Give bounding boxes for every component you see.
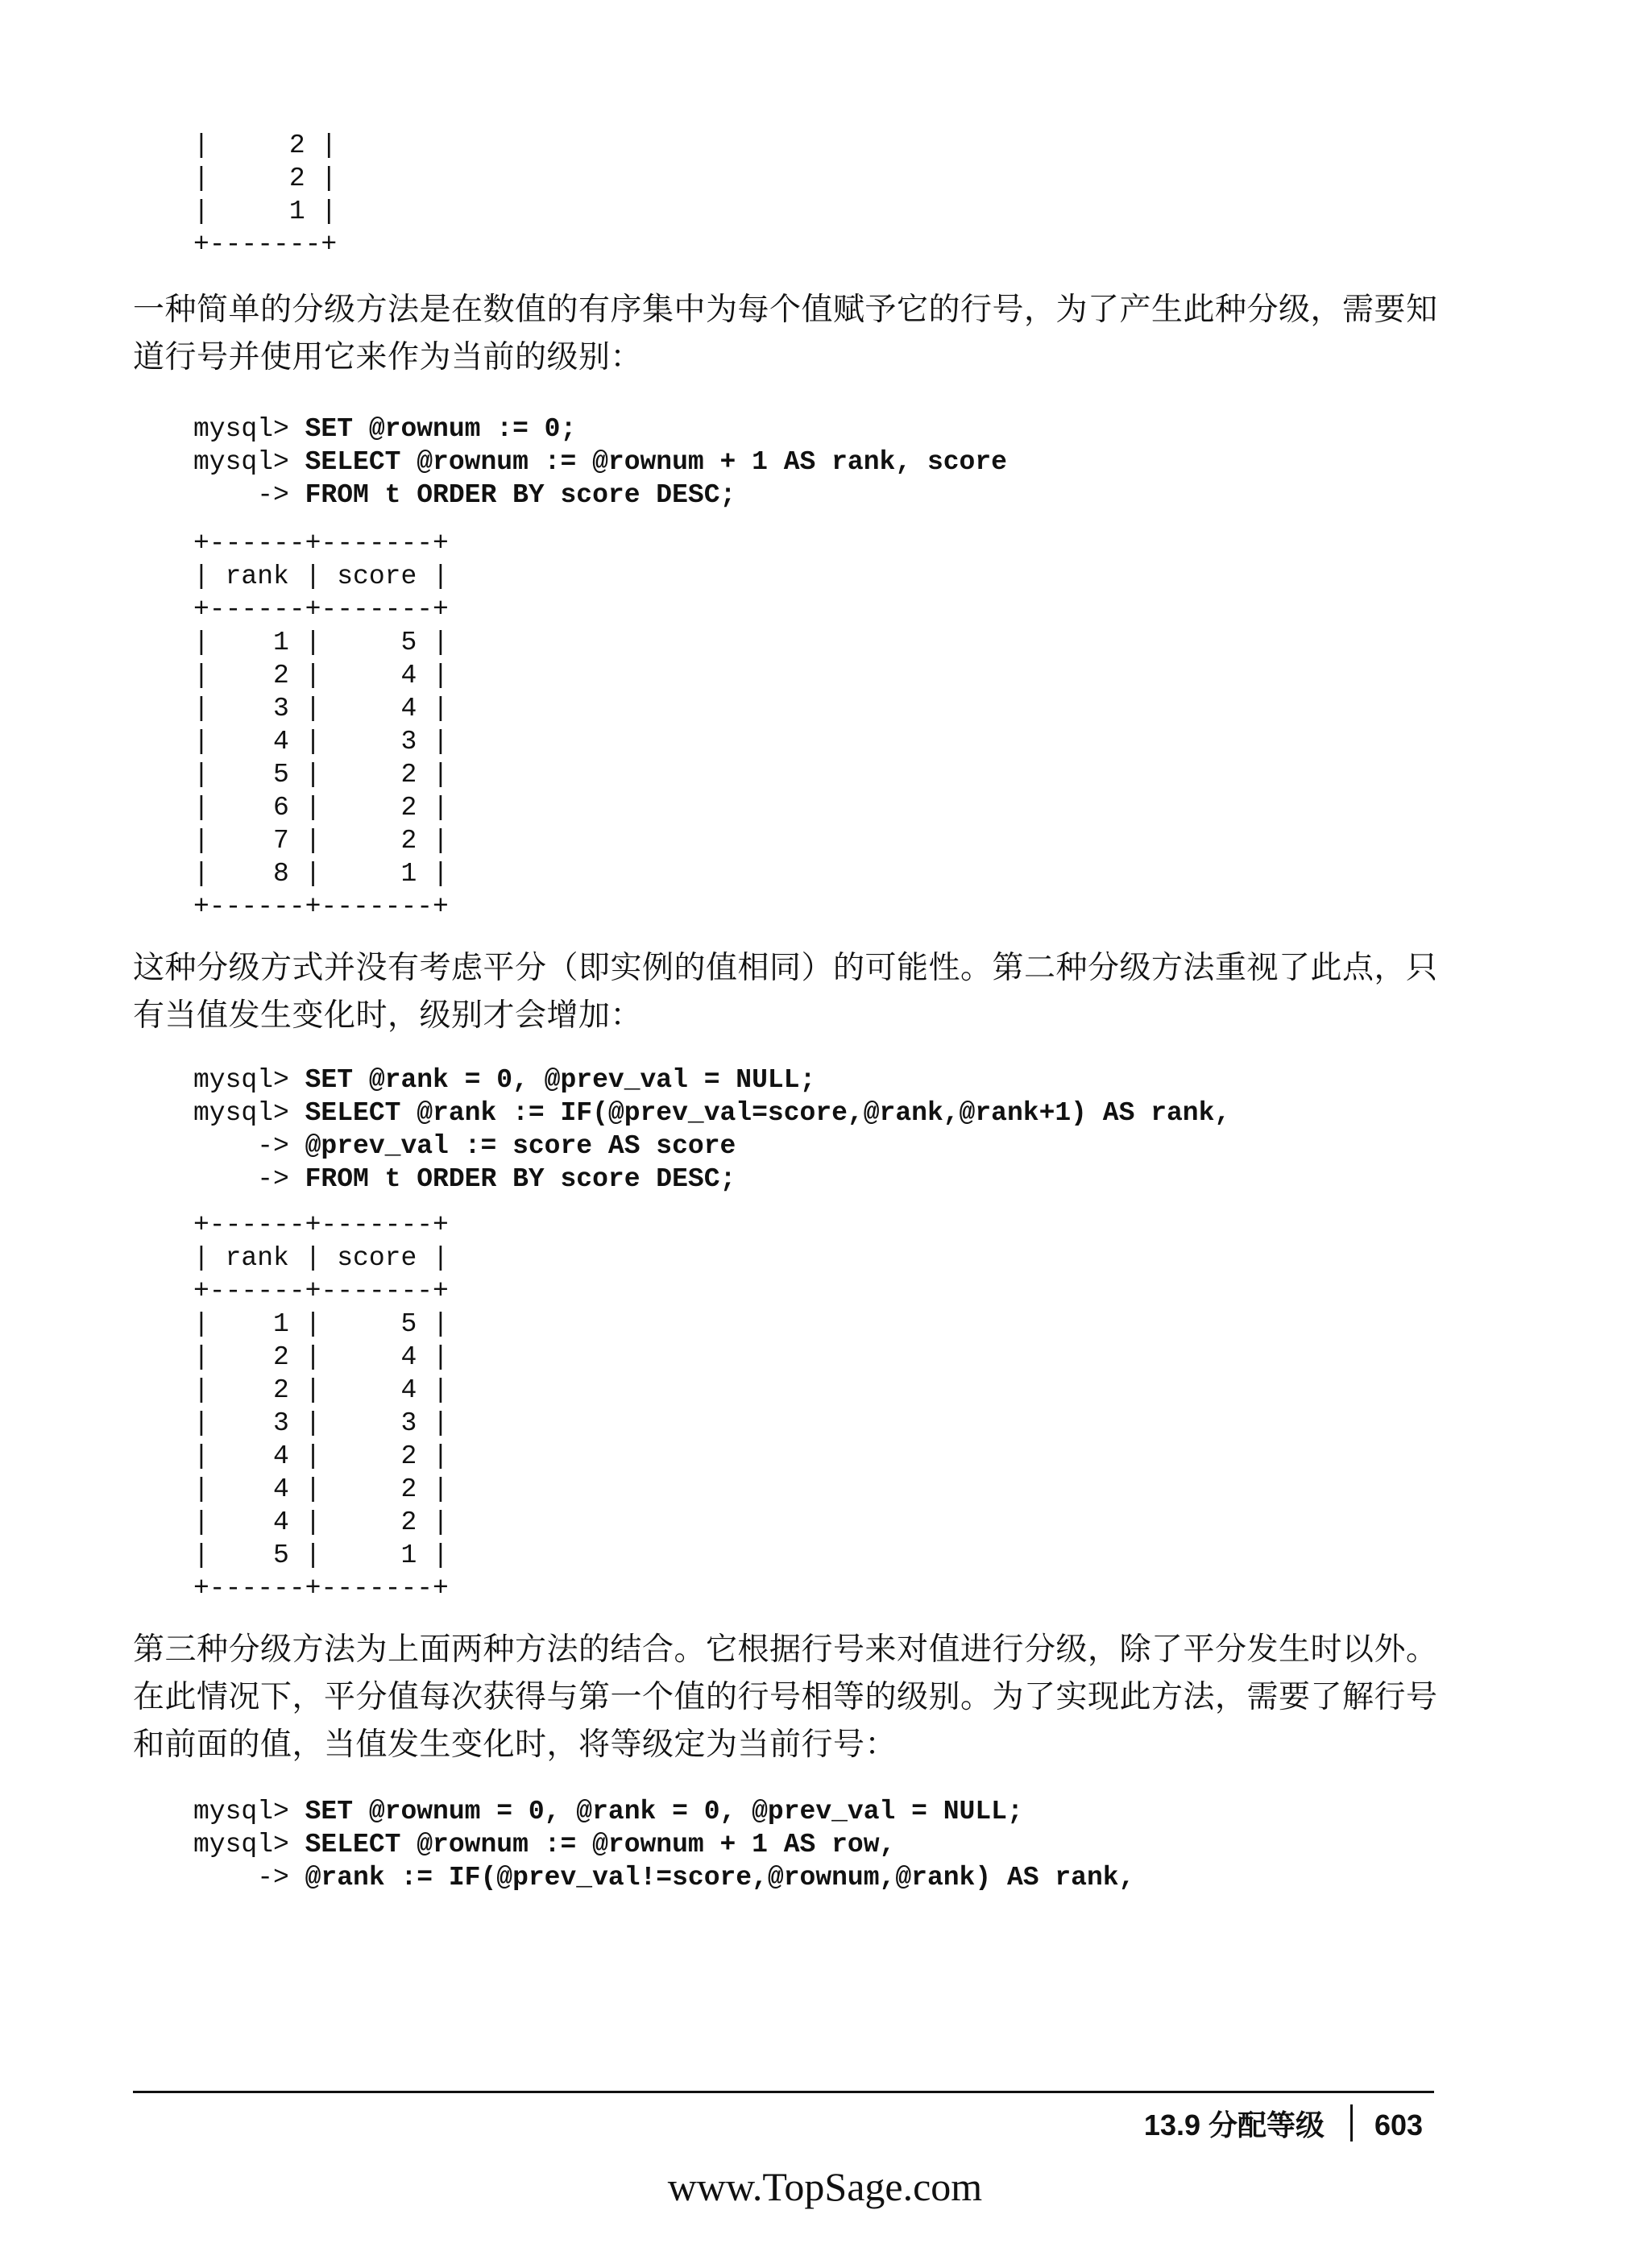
footer-section-title: 13.9 分配等级 [1143, 2108, 1325, 2142]
sql-code-block-1 [193, 413, 1007, 512]
code-line [193, 1064, 1230, 1097]
code-prompt: -> [193, 1131, 305, 1161]
code-statement: @prev_val := score AS score [305, 1131, 736, 1161]
page-number: 603 [1374, 2108, 1424, 2142]
table-line: | 6 | 2 | [193, 793, 449, 823]
footer-rule [133, 2091, 1434, 2093]
code-line [193, 1828, 1134, 1861]
table-line: +------+-------+ [193, 1210, 449, 1240]
table-line: +-------+ [193, 230, 338, 259]
code-line [193, 446, 1007, 479]
code-prompt: mysql> [193, 447, 305, 477]
code-line [193, 1130, 1230, 1163]
table-line: | rank | score | [193, 562, 449, 591]
paragraph-combined-ranking: 第三种分级方法为上面两种方法的结合。它根据行号来对值进行分级，除了平分发生时以外。在此情况下，平分值每次获得与第一个值的行号相等的级别。为了实现此方法，需要了解行号和前面的值，当值发生变化时，将等级定为当前行号： [133, 1632, 1438, 1763]
code-statement: SELECT @rownum := @rownum + 1 AS row, [305, 1830, 896, 1860]
table-line: | 4 | 2 | [193, 1507, 449, 1537]
code-prompt: -> [193, 1164, 305, 1194]
table-line: | 2 | 4 | [193, 1342, 449, 1372]
result-table-2 [193, 1209, 449, 1605]
table-line: | 3 | 4 | [193, 694, 449, 724]
code-line [193, 479, 1007, 512]
table-line: | 2 | [193, 131, 338, 160]
code-statement: @rank := IF(@prev_val!=score,@rownum,@rank) AS rank, [305, 1863, 1135, 1893]
code-line [193, 1097, 1230, 1130]
code-statement: SELECT @rank := IF(@prev_val=score,@rank,@rank+1) AS rank, [305, 1098, 1231, 1128]
code-line [193, 1795, 1134, 1828]
table-line: | 1 | 5 | [193, 1309, 449, 1339]
table-line: | 4 | 2 | [193, 1474, 449, 1504]
code-line [193, 413, 1007, 446]
code-statement: FROM t ORDER BY score DESC; [305, 480, 736, 510]
table-line: | 5 | 2 | [193, 760, 449, 790]
code-prompt: mysql> [193, 1797, 305, 1826]
code-prompt: mysql> [193, 414, 305, 444]
table-line: | 4 | 2 | [193, 1441, 449, 1471]
sql-code-block-3 [193, 1795, 1134, 1894]
code-prompt: mysql> [193, 1065, 305, 1095]
result-table-fragment [193, 129, 337, 261]
sql-code-block-2 [193, 1064, 1230, 1196]
table-line: +------+-------+ [193, 1574, 449, 1603]
table-line: | 7 | 2 | [193, 826, 449, 856]
table-line: | rank | score | [193, 1243, 449, 1273]
paragraph-tie-aware-ranking: 这种分级方式并没有考虑平分（即实例的值相同）的可能性。第二种分级方法重视了此点，只有当值发生变化时，级别才会增加： [133, 950, 1438, 1034]
code-prompt: -> [193, 1863, 305, 1893]
watermark-url: www.TopSage.com [667, 2164, 983, 2209]
result-table-1 [193, 527, 449, 923]
table-line: +------+-------+ [193, 529, 449, 558]
table-line: +------+-------+ [193, 1276, 449, 1306]
code-prompt: mysql> [193, 1098, 305, 1128]
code-statement: FROM t ORDER BY score DESC; [305, 1164, 736, 1194]
code-statement: SELECT @rownum := @rownum + 1 AS rank, score [305, 447, 1007, 477]
footer-separator [1350, 2104, 1353, 2142]
code-statement: SET @rownum = 0, @rank = 0, @prev_val = NULL; [305, 1797, 1023, 1826]
paragraph-row-number-ranking: 一种简单的分级方法是在数值的有序集中为每个值赋予它的行号，为了产生此种分级，需要知道行号并使用它来作为当前的级别： [133, 292, 1438, 375]
table-line: | 4 | 3 | [193, 727, 449, 757]
code-prompt: -> [193, 480, 305, 510]
table-line: | 8 | 1 | [193, 859, 449, 889]
table-line: | 3 | 3 | [193, 1408, 449, 1438]
table-line: | 2 | 4 | [193, 1375, 449, 1405]
table-line: | 5 | 1 | [193, 1540, 449, 1570]
table-line: +------+-------+ [193, 892, 449, 922]
code-line [193, 1163, 1230, 1196]
table-line: | 1 | 5 | [193, 628, 449, 657]
code-line [193, 1861, 1134, 1894]
code-statement: SET @rownum := 0; [305, 414, 577, 444]
table-line: | 2 | [193, 164, 338, 193]
code-prompt: mysql> [193, 1830, 305, 1860]
code-statement: SET @rank = 0, @prev_val = NULL; [305, 1065, 816, 1095]
table-line: | 2 | 4 | [193, 661, 449, 690]
table-line: | 1 | [193, 197, 338, 226]
table-line: +------+-------+ [193, 595, 449, 624]
